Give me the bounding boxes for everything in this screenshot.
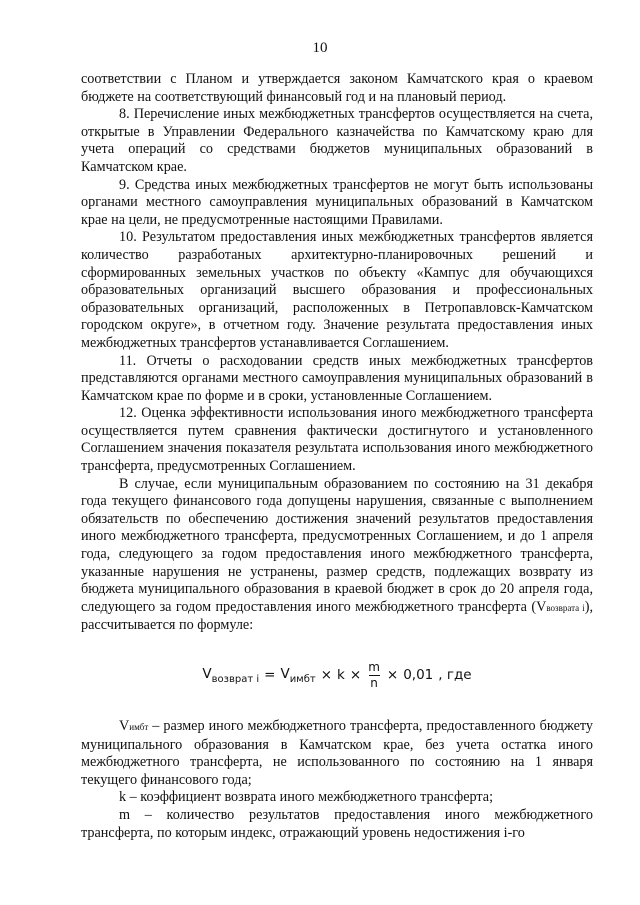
formula-tail: , где: [438, 666, 472, 683]
paragraph-case: [81, 476, 593, 635]
document-body: [81, 71, 593, 842]
definition-vimbt: Vимбт – размер иного межбюджетного трансферта, предоставленного бюджету муниципального образования в Камчатском крае, без учета остатка иного межбюджетного трансферта, не использованного по состоянию на 1 января текущего финансового года;: [81, 718, 593, 788]
fraction-denominator: n: [370, 676, 378, 690]
paragraph-9: 9. Средства иных межбюджетных трансфертов не могут быть использованы органами местного самоуправления муниципальных образований в Камчатском крае на цели, не предусмотренные настоящими Правилами.: [81, 176, 593, 228]
refund-formula: [81, 661, 593, 690]
paragraph-12: 12. Оценка эффективности использования иного межбюджетного трансферта осуществляется путем сравнения фактически достигнутого и установленного Соглашением значения показателя результата использования иного межбюджетного трансферта, предусмотренных Соглашением.: [81, 405, 593, 475]
definition-k: k – коэффициент возврата иного межбюджетного трансферта;: [119, 789, 494, 806]
page-number: 10: [312, 40, 328, 56]
formula-coefficient: 0,01: [403, 666, 434, 683]
paragraph-11: 11. Отчеты о расходовании средств иных межбюджетных трансфертов представляются органами местного самоуправления муниципальных образований в Камчатском крае по форме и в сроки, установленные Соглашением.: [81, 352, 593, 404]
definition-m: m – количество результатов предоставления иного межбюджетного трансферта, по которым индекс, отражающий уровень недостижения i-го: [81, 806, 593, 841]
paragraph-case-subscript: возврата i: [546, 602, 585, 613]
paragraph-continuation: соответствии с Планом и утверждается законом Камчатского края о краевом бюджете на соответствующий финансовый год и на плановый период.: [81, 71, 593, 105]
formula-equals: =: [264, 666, 276, 683]
formula-v-right: $V_{имбт}$: [280, 666, 316, 686]
formula-times-2: ×: [349, 666, 362, 683]
paragraph-10: 10. Результатом предоставления иных межбюджетных трансфертов является количество разработаных архитектурно-планировочных решений и сформированных земельных участков по объекту «Кампус для обучающихся образовательных организаций высшего образования и профессиональных образовательных организаций, расположенных в Петропавловск-Камчатском городском округе», в отчетном году. Значение результата предоставления иных межбюджетных трансфертов устанавливается Соглашением.: [81, 229, 593, 351]
formula-times-3: ×: [386, 666, 399, 683]
formula-fraction: [368, 661, 380, 690]
paragraph-case-tail: ), рассчитывается по формуле:: [81, 598, 594, 634]
formula-v-left: $V_{возврат i}$: [202, 666, 260, 686]
formula-k: k: [337, 666, 345, 683]
formula-times-1: ×: [320, 666, 333, 683]
paragraph-case-text: В случае, если муниципальным образованием по состоянию на 31 декабря года текущего финансового года допущены нарушения, связанные с выполнением обязательств по обеспечению достижения значений результатов предоставления иного межбюджетного трансферта, предусмотренных Соглашением, и до 1 апреля года, следующего за годом предоставления иного межбюджетного трансферта, указанные нарушения не устранены, размер средств, подлежащих возврату из бюджета муниципального образования в краевой бюджет в срок до 20 апреля года, следующего за годом предоставления иного межбюджетного трансферта (V: [81, 475, 593, 615]
paragraph-8: 8. Перечисление иных межбюджетных трансфертов осуществляется на счета, открытые в Управлении Федерального казначейства по Камчатскому краю для учета операций со средствами бюджетов муниципальных образований в Камчатском крае.: [81, 106, 593, 175]
fraction-numerator: m: [368, 660, 380, 674]
